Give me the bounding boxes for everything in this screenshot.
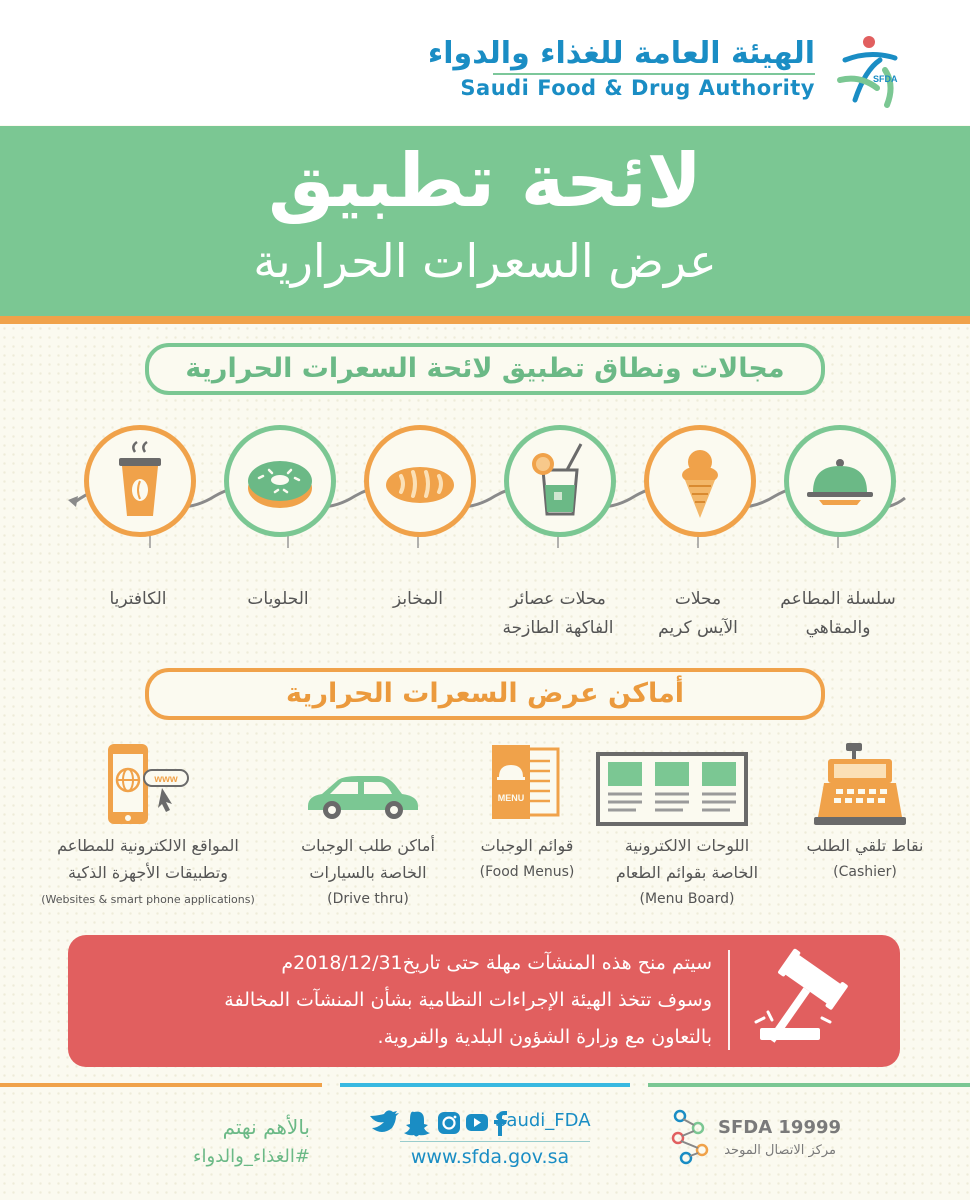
juice-icon (509, 430, 611, 532)
category-label-icecream (623, 585, 773, 643)
snapchat-icon[interactable] (404, 1112, 430, 1137)
place-label-line-2: (Food Menus) (479, 864, 575, 880)
category-circle-sweets (224, 425, 336, 537)
gavel-icon (748, 948, 888, 1053)
footer-line-orange (0, 1083, 322, 1087)
category-label-line-2: الآيس كريم (658, 618, 738, 638)
place-label-websites (30, 832, 266, 913)
org-name-arabic: الهيئة العامة للغذاء والدواء (427, 36, 815, 71)
category-circle-cafeteria (84, 425, 196, 537)
category-circle-juice (504, 425, 616, 537)
place-label-line-3: (Drive thru) (327, 891, 409, 907)
footer-divider (400, 1141, 590, 1142)
hashtag: #الغذاء_والدواء (193, 1146, 310, 1167)
category-label-cafeteria (63, 585, 213, 614)
category-label-line-1: محلات عصائر (510, 589, 606, 609)
call-center-label: مركز الاتصال الموحد (724, 1143, 836, 1158)
place-label-line-1: اللوحات الالكترونية (624, 836, 750, 855)
place-label-drive-thru (278, 832, 458, 913)
category-label-line-2: الفاكهة الطازجة (502, 618, 614, 638)
category-label-line-1: الكافتريا (109, 589, 167, 609)
smartphone-web-icon (100, 738, 200, 838)
category-label-juice (483, 585, 633, 643)
category-label-line-1: سلسلة المطاعم (780, 589, 896, 609)
category-label-bakery (343, 585, 493, 614)
social-handle[interactable]: Saudi_FDA (495, 1110, 591, 1131)
menu-board-icon (596, 752, 748, 826)
page-title: لائحة تطبيق (268, 138, 702, 224)
notice-line-2: وسوف تتخذ الهيئة الإجراءات النظامية بشأن المنشآت المخالفة (224, 989, 712, 1011)
donut-icon (229, 430, 331, 532)
menu-icon-text: MENU (497, 793, 525, 803)
category-label-line-1: المخابز (393, 589, 443, 609)
notice-line-1: سيتم منح هذه المنشآت مهلة حتى تاريخ2018/12/31م (281, 952, 712, 974)
banner-stripe (0, 316, 970, 324)
instagram-icon[interactable] (438, 1112, 460, 1134)
website-link[interactable]: www.sfda.gov.sa (410, 1146, 570, 1168)
car-icon (302, 772, 424, 822)
youtube-icon[interactable] (466, 1114, 488, 1131)
ice-cream-icon (649, 430, 751, 532)
section-heading-places: أماكن عرض السعرات الحرارية (145, 668, 825, 720)
sfda-logo-icon (825, 30, 915, 110)
place-label-line-1: المواقع الالكترونية للمطاعم (57, 836, 239, 855)
place-label-line-1: أماكن طلب الوجبات (301, 836, 435, 855)
cloche-icon (789, 430, 891, 532)
place-label-line-3: (Websites & smart phone applications) (41, 893, 255, 906)
category-label-restaurants (763, 585, 913, 643)
call-center-number[interactable]: SFDA 19999 (718, 1117, 842, 1138)
category-circle-bakery (364, 425, 476, 537)
cash-register-icon (810, 735, 910, 835)
place-label-line-2: (Cashier) (833, 864, 897, 880)
place-label-line-1: نقاط تلقي الطلب (806, 836, 924, 855)
call-center-logo-icon (666, 1106, 718, 1166)
notice-divider (728, 950, 730, 1050)
section-heading-scope: مجالات ونطاق تطبيق لائحة السعرات الحرارية (145, 343, 825, 395)
place-label-line-2: وتطبيقات الأجهزة الذكية (68, 863, 228, 882)
place-label-line-3: (Menu Board) (639, 891, 735, 907)
place-label-line-1: قوائم الوجبات (480, 836, 574, 855)
www-icon-text: www (154, 774, 178, 785)
notice-text (90, 945, 712, 1056)
category-label-sweets (203, 585, 353, 614)
place-label-cashier (790, 832, 940, 886)
bread-icon (369, 430, 471, 532)
category-label-line-1: محلات (674, 589, 722, 609)
category-circle-restaurants (784, 425, 896, 537)
category-label-line-2: والمقاهي (805, 618, 871, 638)
twitter-icon[interactable] (370, 1110, 399, 1132)
org-name-english: Saudi Food & Drug Authority (460, 76, 815, 100)
slogan: بالأهم نهتم (222, 1115, 310, 1139)
logo-badge-text: SFDA (873, 74, 898, 84)
place-label-menu-board (592, 832, 782, 913)
food-menu-icon (478, 735, 578, 835)
place-label-line-2: الخاصة بقوائم الطعام (615, 863, 759, 882)
page-subtitle: عرض السعرات الحرارية (253, 234, 717, 288)
logo-underline (493, 73, 815, 75)
category-label-line-1: الحلويات (247, 589, 309, 609)
place-label-food-menus (452, 832, 602, 886)
coffee-cup-icon (89, 430, 191, 532)
footer-line-blue (340, 1083, 630, 1087)
notice-line-3: بالتعاون مع وزارة الشؤون البلدية والقروية. (377, 1026, 712, 1048)
category-circle-icecream (644, 425, 756, 537)
place-label-line-2: الخاصة بالسيارات (309, 863, 427, 882)
footer-line-green (648, 1083, 970, 1087)
